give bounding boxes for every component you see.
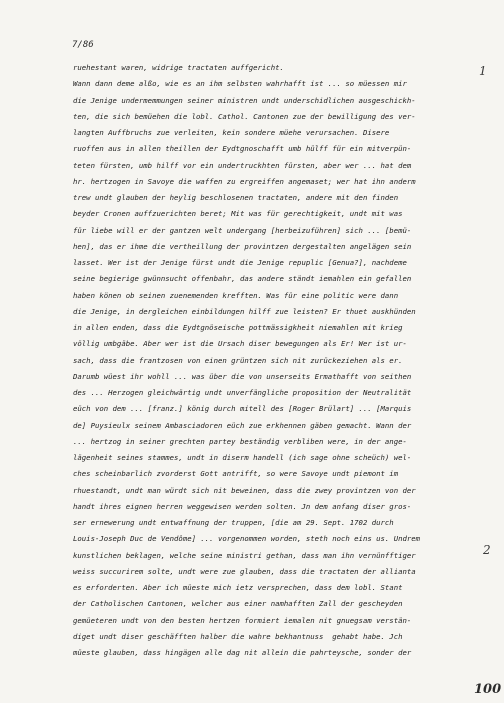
text-line: ten, die sich bemüehen die lobl. Cathol. Cantonen zue der bewilligung des ver- bbox=[73, 111, 416, 121]
text-line: ches scheinbarlich zvorderst Gott antrifft, so were Savoye undt piemont im bbox=[73, 469, 399, 479]
text-line: völlig umbgäbe. Aber wer ist die Ursach diser bewegungen als Er! Wer ist ur- bbox=[73, 339, 407, 349]
text-line: die Jenige undermemmungen seiner ministren undt underschidlichen ausgeschickh- bbox=[73, 95, 416, 105]
text-line: gemüeteren undt von den besten hertzen formiert iemalen nit gnuegsam verstän- bbox=[73, 615, 412, 625]
text-line: rhuestandt, undt man würdt sich nit beweinen, dass die zwey provintzen von der bbox=[73, 485, 416, 495]
text-line: handt ihres eignen herren weggewisen werden solten. Jn dem anfang diser gros- bbox=[73, 501, 412, 511]
text-line: des ... Herzogen gleichwärtig undt unverfängliche proposition der Neutralität bbox=[73, 388, 412, 397]
text-line: hen], das er ihme die vertheillung der provintzen dergestalten angelägen sein bbox=[73, 241, 412, 251]
text-line: ... hertzog in seiner grechten partey beständig verbliben were, in der ange- bbox=[73, 436, 407, 446]
text-line: ruoffen aus in allen theillen der Eydtgnoschafft umb hülff für ein mitverpün- bbox=[73, 144, 412, 154]
margin-mark-2: 2 bbox=[483, 543, 491, 557]
text-line: die Jenige, in dergleichen einbildungen hilff zue leisten? Er thuet auskhünden bbox=[73, 306, 416, 316]
text-line: trew undt glauben der heylig beschlosenen tractaten, andere mit den finden bbox=[73, 193, 399, 202]
text-line: in allen enden, dass die Eydtgnöseische pottmässigkheit niemahlen mit krieg bbox=[73, 323, 403, 332]
text-line: lägenheit seines stammes, undt in diserm handell (ich sage ohne scheüch) wel- bbox=[73, 453, 412, 462]
text-line: Louis-Joseph Duc de Vendôme] ... vorgenommen worden, steth noch eins us. Undrem bbox=[73, 534, 421, 544]
folio-number: 100 bbox=[474, 682, 502, 697]
text-line: sach, dass die frantzosen von einen grüntzen sich nit zurückeziehen als er. bbox=[73, 355, 403, 365]
text-line: weiss succurirem solte, undt were zue glauben, dass die tractaten der allianta bbox=[73, 566, 416, 576]
text-line: haben könen ob seinen zuenemenden krefften. Was für eine politic were dann bbox=[73, 290, 399, 300]
text-line: langten Auffbruchs zue verleiten, kein sondere müehe verursachen. Disere bbox=[73, 128, 390, 137]
text-line: für liebe will er der gantzen welt undergang [herbeizuführen] sich ... [bemü- bbox=[73, 225, 412, 235]
margin-mark-1: 1 bbox=[479, 64, 487, 78]
text-line: müeste glauben, dass hingägen alle dag nit allein die pahrteysche, sonder der bbox=[73, 648, 412, 657]
text-line: kunstlichen beklagen, welche seine ministri gethan, dass man ihn vernünfftiger bbox=[73, 550, 416, 560]
text-line: beyder Cronen auffzuerichten beret; Mit was für gerechtigkeit, undt mit was bbox=[73, 209, 403, 219]
text-line: de] Puysieulx seinem Ambasciadoren eüch zue erkhennen gäben gemacht. Wann der bbox=[73, 420, 412, 430]
text-line: hr. hertzogen in Savoye die waffen zu ergreiffen angemaset; wer hat ihn anderm bbox=[73, 176, 416, 186]
text-line: ruehestant waren, widrige tractaten auffgericht. bbox=[73, 63, 284, 72]
text-line: ser ernewerung undt entwaffnung der truppen, [die am 29. Sept. 1702 durch bbox=[73, 518, 394, 527]
text-line: diget undt diser geschäfften halber die wahre bekhantnuss gehabt habe. Jch bbox=[73, 631, 403, 641]
text-line: Darumb wüest ihr wohll ... was über die von unserseits Ermathafft von seithen bbox=[73, 371, 412, 381]
text-line: eüch von dem ... [franz.] könig durch mitell des [Roger Brülart] ... [Marquis bbox=[73, 404, 412, 414]
text-line: seine begierige gwünnsucht offenbahr, das andere ständt iemahlen ein gefallen bbox=[73, 274, 412, 284]
text-line: es erforderten. Aber ich müeste mich ietz versprechen, dass dem lobl. Stant bbox=[73, 583, 403, 592]
text-line: teten fürsten, umb hilff vor ein undertruckhten fürsten, aber wer ... hat dem bbox=[73, 160, 412, 170]
text-line: Wann dann deme alßo, wie es an ihm selbsten wahrhafft ist ... so müessen mir bbox=[73, 79, 407, 89]
page-reference: 7/86 bbox=[72, 40, 94, 50]
text-line: der Catholischen Cantonen, welcher aus einer namhafften Zall der gescheyden bbox=[73, 599, 403, 609]
text-line: lasset. Wer ist der Jenige fürst undt die Jenige repuplic [Genua?], nachdeme bbox=[73, 258, 407, 267]
